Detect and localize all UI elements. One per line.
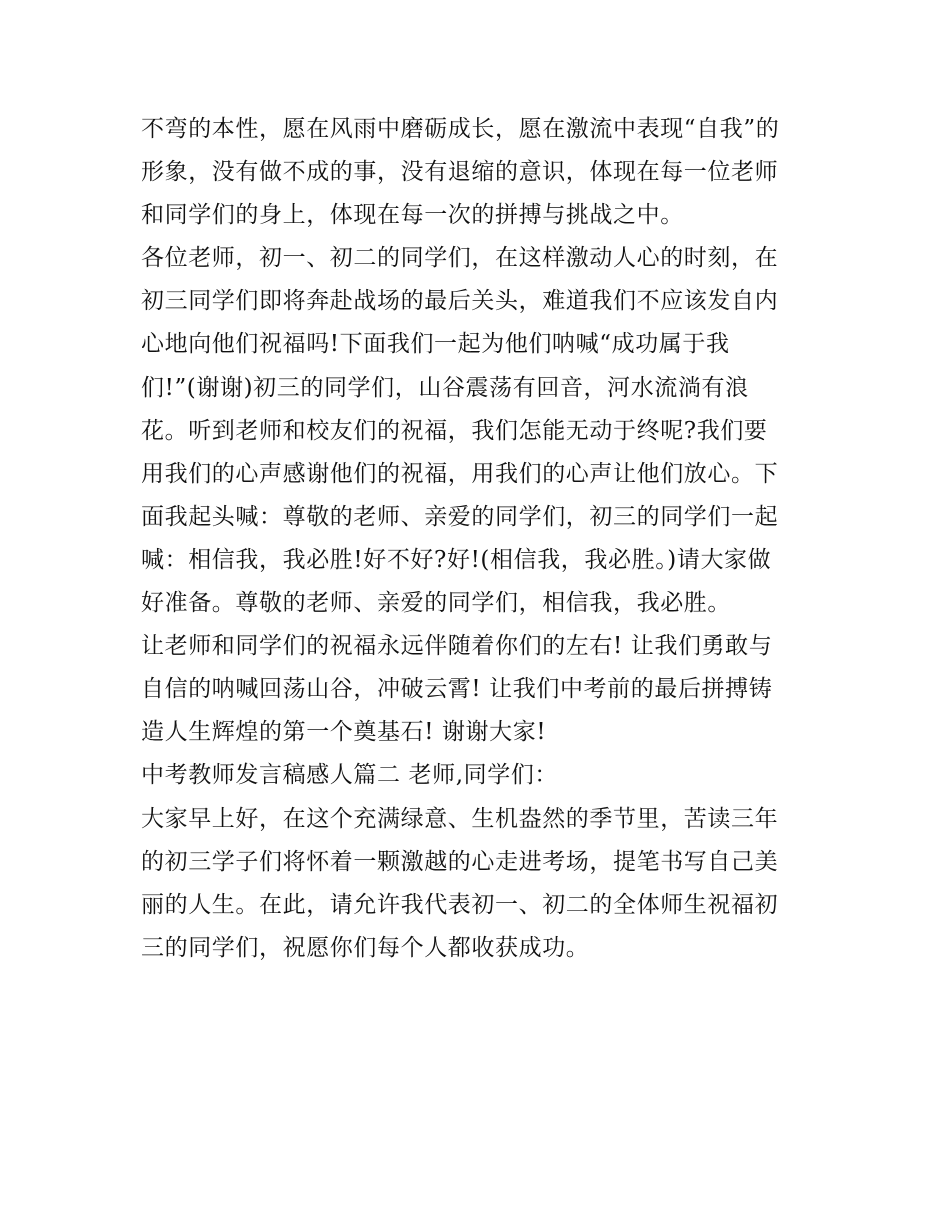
- text-line: 丽的人生。在此，请允许我代表初一、初二的全体师生祝福初: [141, 891, 779, 918]
- text-line: 不弯的本性，愿在风雨中磨砺成长，愿在激流中表现“自我”的: [141, 116, 780, 142]
- section-heading: 中考教师发言稿感人篇二 老师,同学们：: [141, 762, 559, 789]
- text-line: 各位老师，初一、初二的同学们，在这样激动人心的时刻，在: [141, 245, 779, 272]
- text-line: 形象，没有做不成的事，没有退缩的意识，体现在每一位老师: [141, 159, 779, 186]
- text-line: 自信的呐喊回荡山谷，冲破云霄! 让我们中考前的最后拼搏铸: [141, 676, 773, 703]
- text-line: 初三同学们即将奔赴战场的最后关头，难道我们不应该发自内: [141, 288, 779, 315]
- text-line: 造人生辉煌的第一个奠基石! 谢谢大家!: [141, 719, 547, 746]
- text-line: 喊：相信我，我必胜!好不好?好!(相信我，我必胜。)请大家做: [141, 546, 772, 573]
- text-line: 好准备。尊敬的老师、亲爱的同学们，相信我，我必胜。: [141, 590, 731, 617]
- text-line: 心地向他们祝福吗!下面我们一起为他们呐喊“成功属于我: [141, 331, 730, 358]
- text-line: 三的同学们，祝愿你们每个人都收获成功。: [141, 934, 590, 961]
- body-text: [141, 108, 821, 970]
- text-line: 让老师和同学们的祝福永远伴随着你们的左右! 让我们勇敢与: [141, 633, 773, 660]
- text-line: 大家早上好，在这个充满绿意、生机盎然的季节里，苦读三年: [141, 805, 779, 832]
- text-line: 们!”(谢谢)初三的同学们，山谷震荡有回音，河水流淌有浪: [141, 374, 749, 401]
- text-line: 和同学们的身上，体现在每一次的拼搏与挑战之中。: [141, 202, 684, 229]
- text-line: 面我起头喊：尊敬的老师、亲爱的同学们，初三的同学们一起: [141, 503, 779, 530]
- text-line: 花。听到老师和校友们的祝福，我们怎能无动于终呢?我们要: [141, 417, 768, 444]
- text-line: 的初三学子们将怀着一颗激越的心走进考场，提笔书写自己美: [141, 848, 779, 875]
- text-line: 用我们的心声感谢他们的祝福，用我们的心声让他们放心。下: [141, 460, 779, 487]
